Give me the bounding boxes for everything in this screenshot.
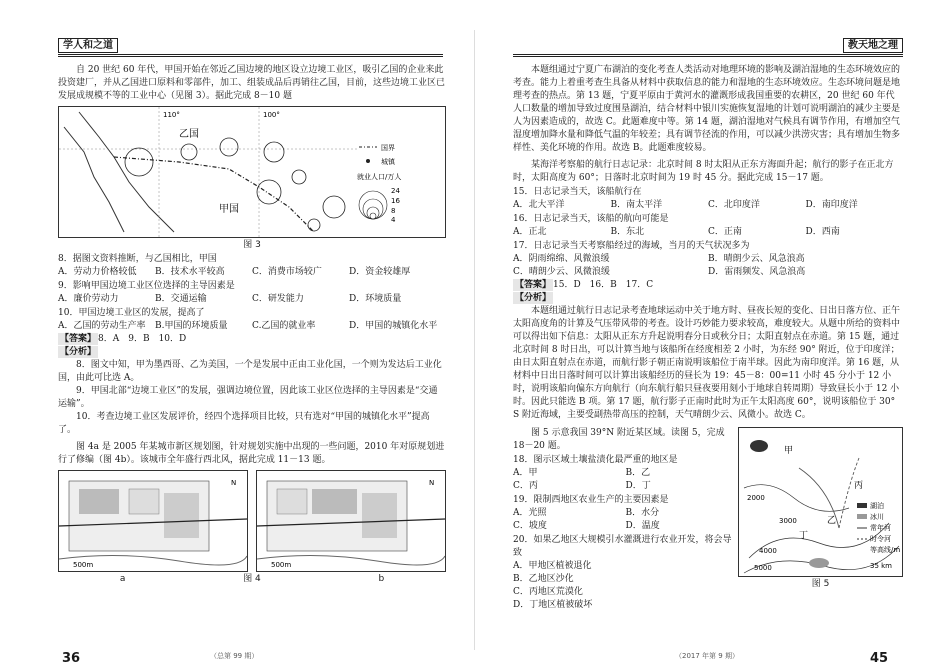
q10-option-a: A．乙国的劳动生产率 bbox=[58, 321, 146, 331]
glacier-shape bbox=[809, 558, 829, 568]
q9-option-d: D．环境质量 bbox=[349, 294, 402, 304]
industrial-zone bbox=[312, 489, 357, 514]
north-arrow-a: N bbox=[231, 479, 237, 487]
analysis-heading-right bbox=[513, 292, 903, 305]
legend-seasonal: 时令河 bbox=[870, 535, 891, 543]
country-jia-label: 甲国 bbox=[219, 204, 239, 215]
answer-label: 【答案】 bbox=[60, 334, 97, 344]
figure-3-legend bbox=[357, 143, 401, 224]
question-10: 10．甲国边境工业区的发展，提高了 bbox=[58, 308, 205, 318]
analysis-13-14: 本题组通过宁夏广布湖泊的变化考查人类活动对地理环境的影响及湖泊湿地的生态环境效应的考查。能力上着重考查生具备从材料中获取信息的能力和湿地的生态环境效应。生态环境问题是地理考查的热点。第 13 题，宁夏平原由于黄河水的灌溉形成我国重要的农耕区，20 世纪 60 年代人口数量的增加导致过度围垦湖泊，结合材料中银川实施恢复湿地的计划可说明湖泊的减少主要是人为因素造成的，故选 C。此题难度中等。第 14 题，湖泊湿地对气候具有调节作用，有增加空气湿度增加降水量和降低气温的年较差；具有调节径流的作用，可以减少洪涝灾害；具有增加生物多样性、美化环境的作用。故选 B。此题难度较易。 bbox=[513, 65, 901, 153]
q19-option-b: B．水分 bbox=[625, 508, 660, 518]
intro-15-17: 某海洋考察船的航行日志记录：北京时间 8 时太阳从正东方海面升起；航行的影子在正北方时，太阳高度为 60°；日落时北京时间为 19 时 45 分。据此完成 15－17 题。 bbox=[513, 160, 894, 183]
label-jia: 甲 bbox=[784, 446, 794, 456]
legend-town-label: 城镇 bbox=[381, 158, 395, 166]
figure-3-svg bbox=[59, 107, 445, 237]
question-17: 17．日志记录当天考察船经过的海域，当月的天气状况多为 bbox=[513, 241, 750, 251]
question-15: 15．日志记录当天，该船航行在 bbox=[513, 187, 642, 197]
q16-option-c: C．正南 bbox=[708, 227, 742, 237]
residential-zone bbox=[129, 489, 159, 514]
emp-circle bbox=[257, 180, 281, 204]
question-18: 18．图示区域土壤盐渍化最严重的地区是 bbox=[513, 455, 678, 465]
legend-glacier: 冰川 bbox=[870, 513, 884, 521]
seasonal-river bbox=[839, 458, 859, 528]
question-15-options bbox=[513, 199, 903, 212]
legend-town-swatch bbox=[366, 159, 370, 163]
q18-option-b: B．乙 bbox=[625, 468, 651, 478]
analysis-label-right: 【分析】 bbox=[515, 293, 552, 303]
q10-option-b: B.甲国的环境质量 bbox=[155, 321, 228, 331]
figure-4a-map bbox=[58, 470, 248, 572]
right-header bbox=[513, 36, 903, 57]
q16-option-a: A．正北 bbox=[513, 227, 547, 237]
figure-5-legend bbox=[857, 501, 900, 570]
analysis-15-17: 本题组通过航行日志记录考查地球运动中关于地方时、昼夜长短的变化、日出日落方位、正午太阳高度角的计算及气压带风带的考查。设计巧妙能力要求较高，难度较大。从题中所给的资料中可以得出如下信息：太阳从正东方升起说明春分日或秋分日；太阳直射点在赤道。第 15 题，通过北京时间 8 时日出，可以计算当地与该船所在经度相差 2 小时，为东经 90° 附近，位于印度洋；由日太阳直射点在赤道，而航行影子朝正南说明该船位于南半球。因此为南印度洋。第 16 题，从材料中日出日落时间可以计算出该船经历的昼长为 19：45－8：00=11 小时 45 分小于 12 小时，说明该船向偏东方向航行（向东航行船只昼夜要用刻小于地球自转周期）导致昼长小于 12 小时。因此只能选 B 项。第 17 题，航行影子正南时此时为正午太阳高度 60°，说明该船位于 30° S 附近海域，主要受副热带高压的控制，天气晴朗少云、风微小。故选 C。 bbox=[513, 306, 901, 420]
contour-label-4000: 4000 bbox=[759, 547, 777, 555]
legend-lake-swatch bbox=[857, 503, 867, 508]
public-facility-zone bbox=[164, 493, 199, 538]
intro-fig4: 图 4a 是 2005 年某城市新区规划图，针对规划实施中出现的一些问题，2010 年对原规划进行了修编（图 4b）。该城市全年盛行西北风，据此完成 11－13 题。 bbox=[58, 442, 445, 465]
q20-option-d: D．丁地区植被破坏 bbox=[513, 600, 593, 610]
q19-option-a: A．光照 bbox=[513, 508, 547, 518]
emp-circle bbox=[220, 138, 238, 156]
figure-5-caption: 图 5 bbox=[811, 579, 830, 589]
q15-option-a: A．北大平洋 bbox=[513, 200, 565, 210]
question-19-options-ab bbox=[513, 507, 738, 520]
figure-3-caption: 图 3 bbox=[243, 240, 261, 250]
question-19-options-cd bbox=[513, 520, 738, 533]
intro-18-20: 图 5 示意我国 39°N 附近某区域。读图 5，完成 18－20 题。 bbox=[513, 428, 725, 451]
left-header bbox=[58, 36, 443, 57]
figure-5-svg bbox=[739, 428, 902, 576]
contour-label-5000: 5000 bbox=[754, 564, 772, 572]
q16-option-b: B．东北 bbox=[610, 227, 645, 237]
industrial-zone bbox=[79, 489, 119, 514]
answer-line-right bbox=[513, 279, 903, 292]
q15-option-c: C．北印度洋 bbox=[708, 200, 760, 210]
lon-110-label: 110° bbox=[163, 111, 180, 119]
figure-5-map bbox=[738, 427, 903, 577]
question-18-options-cd bbox=[513, 480, 738, 493]
q9-option-b: B．交通运输 bbox=[155, 294, 207, 304]
right-page-number: 45 bbox=[870, 651, 889, 666]
q16-option-d: D．西南 bbox=[805, 227, 840, 237]
figure-4-caption: 图 4 bbox=[243, 574, 261, 584]
emp-circle bbox=[292, 170, 306, 184]
q9-option-a: A．廉价劳动力 bbox=[58, 294, 119, 304]
right-column bbox=[513, 64, 903, 612]
emp-circle bbox=[323, 196, 345, 218]
legend-perennial: 常年河 bbox=[870, 524, 891, 532]
q8-option-a: A．劳动力价格较低 bbox=[58, 267, 137, 277]
question-17-options-cd bbox=[513, 266, 903, 279]
legend-emp-4: 4 bbox=[391, 216, 396, 224]
question-10-options bbox=[58, 320, 446, 333]
emp-circle bbox=[264, 142, 284, 162]
left-column bbox=[58, 64, 446, 587]
scale-a: 500m bbox=[73, 561, 94, 569]
residential-zone bbox=[277, 489, 307, 514]
label-yi: 乙 bbox=[827, 516, 837, 526]
q17-option-a: A．阴雨绵绵、风微浪缓 bbox=[513, 254, 610, 264]
figure-3-map bbox=[58, 106, 446, 238]
legend-glacier-swatch bbox=[857, 514, 867, 519]
label-bing: 丙 bbox=[854, 481, 864, 491]
legend-circle-16 bbox=[363, 199, 383, 219]
question-18-options-ab bbox=[513, 467, 738, 480]
right-page bbox=[475, 0, 950, 671]
question-16-options bbox=[513, 226, 903, 239]
emp-circle bbox=[181, 144, 197, 160]
lon-100-label: 100° bbox=[263, 111, 280, 119]
question-20: 20．如果乙地区大规模引水灌溉进行农业开发，将会导致 bbox=[513, 535, 732, 558]
contour-label-2000: 2000 bbox=[747, 494, 765, 502]
legend-circle-24 bbox=[359, 191, 387, 219]
q18-option-a: A．甲 bbox=[513, 468, 538, 478]
answer-line bbox=[58, 333, 446, 346]
figure-4b-svg bbox=[257, 471, 445, 571]
figure-4a-svg bbox=[59, 471, 247, 571]
legend-lake: 湖泊 bbox=[870, 502, 884, 510]
legend-emp-title: 就业人口/万人 bbox=[357, 173, 402, 181]
analysis-label: 【分析】 bbox=[60, 347, 97, 357]
q10-option-c: C.乙国的就业率 bbox=[252, 321, 316, 331]
q20-option-a: A．甲地区植被退化 bbox=[513, 561, 592, 571]
left-footer-issue: （总第 99 期） bbox=[210, 652, 259, 660]
analysis-10: 10．考查边境工业区发展评价，经四个选择项目比较，只有选对“甲国的城镇化水平”提高了。 bbox=[58, 412, 430, 435]
figure-4b-map bbox=[256, 470, 446, 572]
legend-circle-4 bbox=[370, 213, 376, 219]
left-header-title: 学人和之道 bbox=[58, 38, 118, 53]
q15-option-d: D．南印度洋 bbox=[805, 200, 858, 210]
q15-option-b: B．南太平洋 bbox=[610, 200, 663, 210]
analysis-8: 8．图文中知，甲为墨西哥、乙为美国，一个是发展中正由工业化国，一个则为发达后工业化国，由此可比选 A。 bbox=[58, 360, 442, 383]
peninsula bbox=[64, 127, 124, 232]
label-ding: 丁 bbox=[799, 531, 809, 541]
q8-option-d: D．资金较雄厚 bbox=[349, 267, 411, 277]
q9-option-c: C．研发能力 bbox=[252, 294, 304, 304]
legend-border-label: 国界 bbox=[381, 144, 395, 152]
q8-option-b: B．技术水平较高 bbox=[155, 267, 225, 277]
q10-option-d: D．甲国的城镇化水平 bbox=[349, 321, 438, 331]
q17-option-b: B．晴朗少云、风急浪高 bbox=[708, 254, 805, 264]
q18-option-d: D．丁 bbox=[625, 481, 651, 491]
q19-option-c: C．坡度 bbox=[513, 521, 547, 531]
figure-4b-label: b bbox=[378, 574, 385, 584]
question-8-options bbox=[58, 266, 446, 279]
q20-option-b: B．乙地区沙化 bbox=[513, 574, 574, 584]
answer-label-right: 【答案】 bbox=[515, 280, 552, 290]
figure-5-container bbox=[738, 427, 903, 612]
analysis-heading bbox=[58, 346, 446, 359]
q20-option-c: C．丙地区荒漠化 bbox=[513, 587, 583, 597]
right-header-title: 教天地之理 bbox=[843, 38, 903, 53]
question-19: 19．限制西地区农业生产的主要因素是 bbox=[513, 495, 669, 505]
border-line bbox=[114, 157, 314, 232]
legend-contour: 等高线/m bbox=[870, 546, 901, 554]
q18-option-c: C．丙 bbox=[513, 481, 538, 491]
country-yi-label: 乙国 bbox=[179, 129, 199, 140]
figure-4a-label: a bbox=[119, 574, 126, 584]
answer-text-right: 15．D 16．B 17．C bbox=[553, 280, 654, 290]
analysis-9: 9．甲国北部“边境工业区”的发展，强调边境位置，因此该工业区位选择的主导因素是“交通运输”。 bbox=[58, 386, 438, 409]
lake-shape bbox=[750, 440, 768, 452]
questions-18-20 bbox=[513, 427, 738, 612]
question-16: 16．日志记录当天，该船的航向可能是 bbox=[513, 214, 669, 224]
legend-scale: 35 km bbox=[870, 562, 893, 570]
legend-emp-8: 8 bbox=[391, 207, 396, 215]
emp-circle bbox=[125, 148, 153, 176]
contour-label-3000: 3000 bbox=[779, 517, 797, 525]
right-footer-issue: （2017 年第 9 期） bbox=[675, 652, 739, 660]
intro-paragraph: 自 20 世纪 60 年代，甲国开始在邻近乙国边境的地区设立边境工业区，吸引乙国的企业来此投资建厂，并从乙国进口原料和零部件，加工、组装成品后再销往乙国，目前，这些边境工业区已发展成规模不等的工业中心（见图 3）。据此完成 8－10 题 bbox=[58, 65, 446, 101]
coastline bbox=[79, 112, 174, 232]
north-arrow-b: N bbox=[429, 479, 435, 487]
left-page-number: 36 bbox=[62, 651, 81, 666]
employment-circles bbox=[125, 138, 345, 231]
scale-b: 500m bbox=[271, 561, 292, 569]
question-8: 8．据图文资料推断，与乙国相比，甲国 bbox=[58, 254, 217, 264]
question-9-options bbox=[58, 293, 446, 306]
legend-emp-16: 16 bbox=[391, 197, 400, 205]
legend-emp-24: 24 bbox=[391, 187, 400, 195]
figure-4-row bbox=[58, 470, 446, 572]
q19-option-d: D．温度 bbox=[625, 521, 660, 531]
figure-4-captions bbox=[58, 572, 446, 587]
questions-18-20-block bbox=[513, 427, 903, 612]
q17-option-c: C．晴朗少云、风微浪缓 bbox=[513, 267, 610, 277]
answer-text: 8．A 9．B 10．D bbox=[98, 334, 187, 344]
emp-circle bbox=[308, 219, 320, 231]
q17-option-d: D．雷雨频发、风急浪高 bbox=[708, 267, 806, 277]
logistics-zone bbox=[362, 493, 397, 538]
question-9: 9．影响甲国边境工业区位选择的主导因素是 bbox=[58, 281, 235, 291]
question-17-options-ab bbox=[513, 253, 903, 266]
q8-option-c: C．消费市场较广 bbox=[252, 267, 322, 277]
